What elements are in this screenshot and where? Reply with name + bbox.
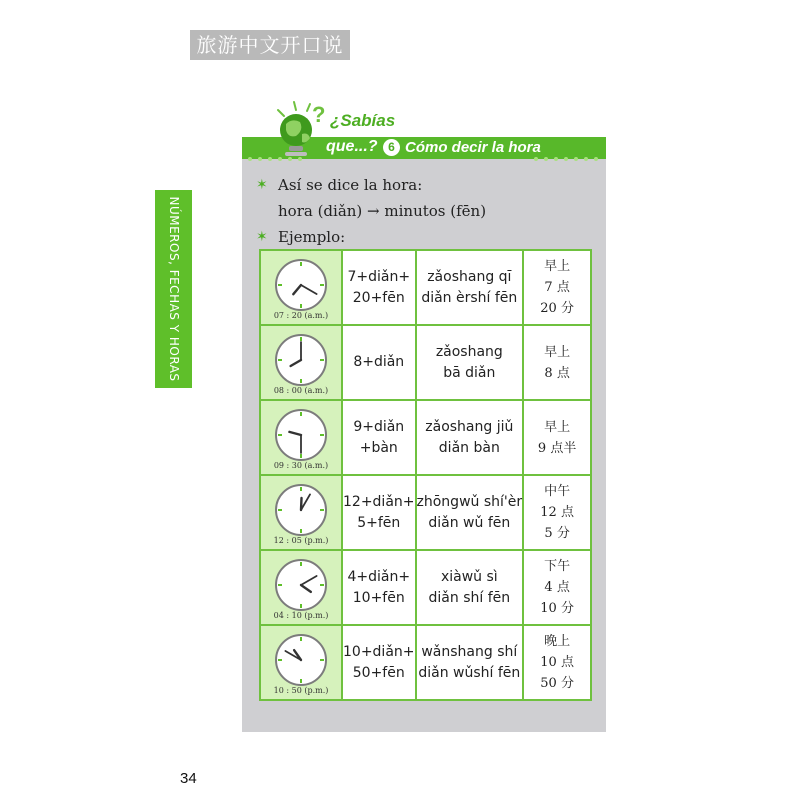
intro-line-1: Así se dice la hora: — [278, 176, 423, 194]
hanzi-cell — [523, 550, 591, 625]
pinyin-cell-line: diǎn bàn — [438, 439, 500, 456]
pinyin-cell-line: xiàwǔ sì — [440, 568, 498, 585]
pinyin-cell-line: zǎoshang jiǔ — [425, 418, 514, 435]
table-row — [260, 325, 591, 400]
clock-icon — [273, 632, 329, 688]
formula-cell-line: 10+fēn — [352, 589, 405, 606]
intro-line-3: Ejemplo: — [278, 228, 346, 246]
formula-cell — [342, 400, 416, 475]
formula-cell-line: 10+diǎn+ — [343, 643, 415, 660]
table-row — [260, 400, 591, 475]
formula-cell — [342, 625, 416, 700]
hanzi-cell-line: 50 分 — [540, 676, 574, 691]
clock-icon — [273, 482, 329, 538]
pinyin-cell-line: diǎn wǔshí fēn — [418, 664, 521, 681]
table-row — [260, 550, 591, 625]
pinyin-cell-line: wǎnshang shí — [421, 643, 518, 660]
formula-cell-line: 9+diǎn — [353, 418, 405, 435]
globe-lightbulb-icon — [272, 100, 332, 160]
section-number-badge: 6 — [383, 139, 400, 156]
clock-icon — [273, 407, 329, 463]
hanzi-cell-line: 7 点 — [544, 280, 570, 295]
table-row — [260, 475, 591, 550]
clock-cell — [260, 550, 342, 625]
formula-cell-line: 50+fēn — [352, 664, 405, 681]
clock-time-label: 04 : 10 (p.m.) — [273, 611, 329, 620]
clock-cell — [260, 400, 342, 475]
hanzi-cell-line: 10 点 — [540, 655, 574, 670]
pinyin-cell — [416, 625, 524, 700]
pinyin-cell-line: zǎoshang qī — [427, 268, 512, 285]
chapter-side-tab-label: NÚMEROS, FECHAS Y HORAS — [166, 196, 181, 382]
clock-cell — [260, 325, 342, 400]
clock-cell — [260, 250, 342, 325]
clock-time-label: 10 : 50 (p.m.) — [273, 686, 329, 695]
pinyin-cell — [416, 400, 524, 475]
hanzi-cell-line: 12 点 — [540, 505, 574, 520]
clock-cell — [260, 475, 342, 550]
pinyin-cell-line: zǎoshang — [435, 343, 503, 360]
clock-time-label: 12 : 05 (p.m.) — [273, 536, 329, 545]
formula-cell — [342, 475, 416, 550]
clock-icon — [273, 257, 329, 313]
page-number: 34 — [180, 770, 197, 787]
clock-time-label: 09 : 30 (a.m.) — [273, 461, 329, 470]
pinyin-cell — [416, 250, 524, 325]
hanzi-cell — [523, 250, 591, 325]
banner-sabias: ¿Sabías — [330, 111, 396, 130]
chapter-side-tab — [155, 190, 192, 388]
formula-cell-line: 5+fēn — [357, 514, 401, 531]
star-icon: ✶ — [256, 229, 268, 245]
pinyin-cell — [416, 550, 524, 625]
table-row — [260, 625, 591, 700]
hanzi-cell-line: 10 分 — [540, 601, 574, 616]
pinyin-cell-line: diǎn shí fēn — [428, 589, 511, 606]
hanzi-cell-line: 20 分 — [540, 301, 574, 316]
formula-cell-line: +bàn — [359, 439, 398, 456]
formula-cell-line: 20+fēn — [352, 289, 405, 306]
clock-cell — [260, 625, 342, 700]
svg-text:?: ? — [312, 102, 326, 127]
intro-text — [256, 172, 486, 250]
hanzi-cell-line: 晚上 — [544, 634, 571, 649]
hanzi-cell — [523, 325, 591, 400]
table-row — [260, 250, 591, 325]
formula-cell-line: 12+diǎn+ — [343, 493, 415, 510]
hanzi-cell-line: 早上 — [544, 259, 571, 274]
hanzi-cell-line: 中午 — [544, 484, 571, 499]
clock-icon — [273, 332, 329, 388]
time-examples-table — [259, 249, 592, 701]
star-icon: ✶ — [256, 177, 268, 193]
hanzi-cell — [523, 475, 591, 550]
pinyin-cell — [416, 325, 524, 400]
formula-cell — [342, 250, 416, 325]
intro-line-2: hora (diǎn) → minutos (fēn) — [278, 202, 487, 220]
hanzi-cell — [523, 625, 591, 700]
formula-cell — [342, 325, 416, 400]
hanzi-cell-line: 早上 — [544, 419, 571, 435]
hanzi-cell-line: 8 点 — [544, 365, 570, 381]
formula-cell-line: 8+diǎn — [353, 354, 405, 370]
formula-cell-line: 7+diǎn+ — [347, 268, 411, 285]
clock-time-label: 07 : 20 (a.m.) — [273, 311, 329, 320]
pinyin-cell-line: bā diǎn — [443, 364, 496, 381]
hanzi-cell — [523, 400, 591, 475]
pinyin-cell-line: diǎn wǔ fēn — [428, 514, 511, 531]
hanzi-cell-line: 4 点 — [544, 580, 570, 595]
formula-cell — [342, 550, 416, 625]
formula-cell-line: 4+diǎn+ — [347, 568, 411, 585]
clock-time-label: 08 : 00 (a.m.) — [273, 386, 329, 395]
clock-icon — [273, 557, 329, 613]
hanzi-cell-line: 5 分 — [544, 526, 570, 541]
section-title: Cómo decir la hora — [405, 139, 541, 156]
hanzi-cell-line: 9 点半 — [537, 440, 577, 456]
pinyin-cell — [416, 475, 524, 550]
banner-dots-right — [534, 146, 604, 150]
book-title: 旅游中文开口说 — [190, 30, 350, 60]
banner-que: que...? — [326, 138, 378, 155]
pinyin-cell-line: zhōngwǔ shí'èr — [416, 493, 523, 510]
pinyin-cell-line: diǎn èrshí fēn — [421, 289, 518, 306]
hanzi-cell-line: 下午 — [544, 559, 571, 574]
hanzi-cell-line: 早上 — [544, 344, 571, 360]
